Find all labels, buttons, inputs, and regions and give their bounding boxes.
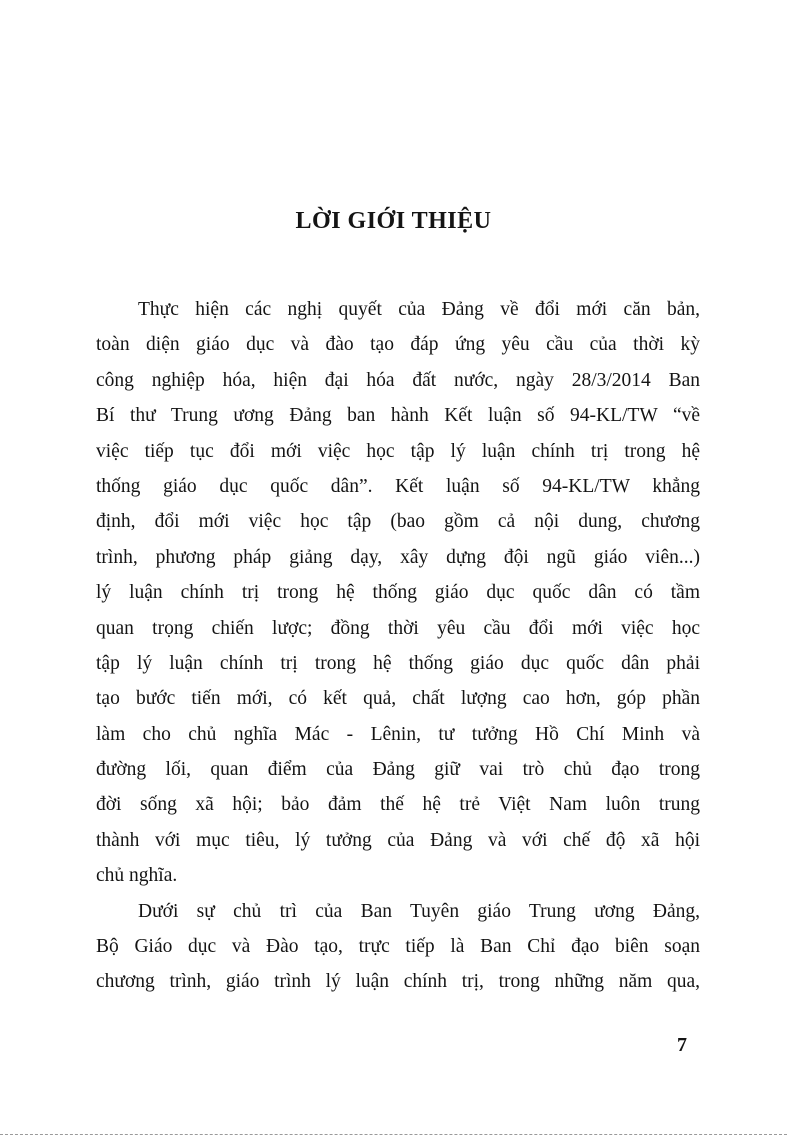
scan-edge-divider (0, 1134, 787, 1135)
text-line: công nghiệp hóa, hiện đại hóa đất nước, ngày 28/3/2014 Ban (96, 369, 700, 391)
text-line: việc tiếp tục đổi mới việc học tập lý luận chính trị trong hệ (96, 440, 700, 462)
text-line: đời sống xã hội; bảo đảm thế hệ trẻ Việt Nam luôn trung (96, 794, 700, 816)
text-line: Dưới sự chủ trì của Ban Tuyên giáo Trung ương Đảng, (138, 900, 700, 922)
paragraph-1 (96, 292, 700, 894)
text-line: thống giáo dục quốc dân”. Kết luận số 94-KL/TW khẳng (96, 475, 700, 497)
text-line: chủ nghĩa. (96, 865, 178, 887)
body-text (96, 292, 700, 1000)
text-line: làm cho chủ nghĩa Mác - Lênin, tư tưởng Hồ Chí Minh và (96, 723, 700, 745)
text-line: chương trình, giáo trình lý luận chính trị, trong những năm qua, (96, 971, 700, 993)
text-line: quan trọng chiến lược; đồng thời yêu cầu đổi mới việc học (96, 617, 700, 639)
text-line: Bộ Giáo dục và Đào tạo, trực tiếp là Ban Chỉ đạo biên soạn (96, 936, 700, 958)
text-line: Thực hiện các nghị quyết của Đảng về đổi mới căn bản, (138, 299, 700, 320)
text-line: Bí thư Trung ương Đảng ban hành Kết luận số 94-KL/TW “về (96, 405, 700, 427)
text-line: tập lý luận chính trị trong hệ thống giáo dục quốc dân phải (96, 652, 700, 674)
text-line: đường lối, quan điểm của Đảng giữ vai trò chủ đạo trong (96, 759, 700, 781)
page-title: LỜI GIỚI THIỆU (295, 208, 492, 234)
text-line: lý luận chính trị trong hệ thống giáo dục quốc dân có tầm (96, 582, 700, 604)
text-line: định, đổi mới việc học tập (bao gồm cả nội dung, chương (96, 511, 700, 533)
text-line: toàn diện giáo dục và đào tạo đáp ứng yêu cầu của thời kỳ (96, 334, 700, 356)
paragraph-2 (96, 894, 700, 1000)
text-line: trình, phương pháp giảng dạy, xây dựng đội ngũ giáo viên...) (96, 546, 700, 568)
text-line: tạo bước tiến mới, có kết quả, chất lượng cao hơn, góp phần (96, 688, 700, 710)
text-line: thành với mục tiêu, lý tưởng của Đảng và với chế độ xã hội (96, 829, 700, 851)
page-number: 7 (677, 1034, 687, 1056)
